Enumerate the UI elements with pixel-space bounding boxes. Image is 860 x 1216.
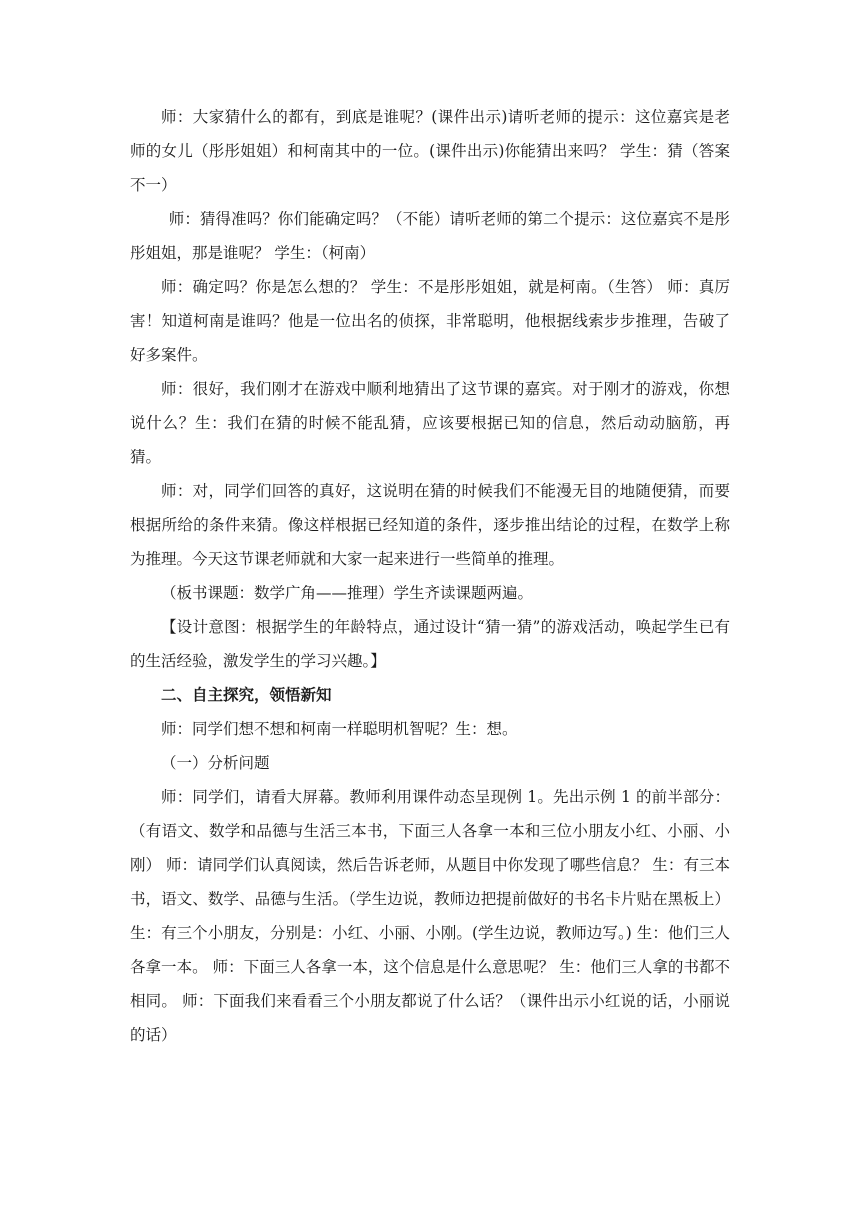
paragraph-board-title: （板书课题：数学广角——推理）学生齐读课题两遍。	[161, 584, 534, 602]
paragraph-reasoning-definition: 师：对，同学们回答的真好，这说明在猜的时候我们不能漫无目的地随便猜，而要根据所给的条件来猜。像这样根据已经知道的条件，逐步推出结论的过程，在数学上称为推理。今天这节课老师就和大家一起来进行一些简单的推理。	[130, 482, 730, 568]
section-heading-explore: 二、自主探究，领悟新知	[161, 686, 332, 704]
paragraph-guess-guest: 师：大家猜什么的都有，到底是谁呢？(课件出示)请听老师的提示：这位嘉宾是老师的女儿（彤彤姐姐）和柯南其中的一位。(课件出示)你能猜出来吗？ 学生：猜（答案不一）	[130, 108, 730, 194]
paragraph-example-one: 师：同学们，请看大屏幕。教师利用课件动态呈现例 1。先出示例 1 的前半部分：（有语文、数学和品德与生活三本书，下面三人各拿一本和三位小朋友小红、小丽、小刚） 师：请同学们认真阅读，然后告诉老师，从题目中你发现了哪些信息？ 生：有三本书，语文、数学、品德与生活。（学生边说，教师边把提前做好的书名卡片贴在黑板上） 生：有三个小朋友，分别是：小红、小丽、小刚。(学生边说，教师边写。) 生：他们三人各拿一本。 师：下面三人各拿一本，这个信息是什么意思呢？ 生：他们三人拿的书都不相同。 师：下面我们来看看三个小朋友都说了什么话？（课件出示小红说的话，小丽说的话）	[130, 788, 730, 1044]
paragraph-second-hint: 师：猜得准吗？你们能确定吗？（不能）请听老师的第二个提示：这位嘉宾不是彤彤姐姐，那是谁呢？ 学生：（柯南）	[130, 210, 730, 262]
subsection-heading-analyze: （一）分析问题	[161, 754, 270, 772]
document-body	[130, 100, 730, 1052]
paragraph-game-reflection: 师：很好，我们刚才在游戏中顺利地猜出了这节课的嘉宾。对于刚才的游戏，你想说什么？生：我们在猜的时候不能乱猜，应该要根据已知的信息，然后动动脑筋，再猜。	[130, 380, 730, 466]
paragraph-conan-detective: 师：确定吗？你是怎么想的？ 学生：不是彤彤姐姐，就是柯南。（生答） 师：真厉害！知道柯南是谁吗？他是一位出名的侦探，非常聪明，他根据线索步步推理，告破了好多案件。	[130, 278, 730, 364]
paragraph-design-intent: 【设计意图：根据学生的年龄特点，通过设计“猜一猜”的游戏活动，唤起学生已有的生活经验，激发学生的学习兴趣。】	[130, 618, 730, 670]
paragraph-want-smart: 师：同学们想不想和柯南一样聪明机智呢？生：想。	[161, 720, 518, 738]
